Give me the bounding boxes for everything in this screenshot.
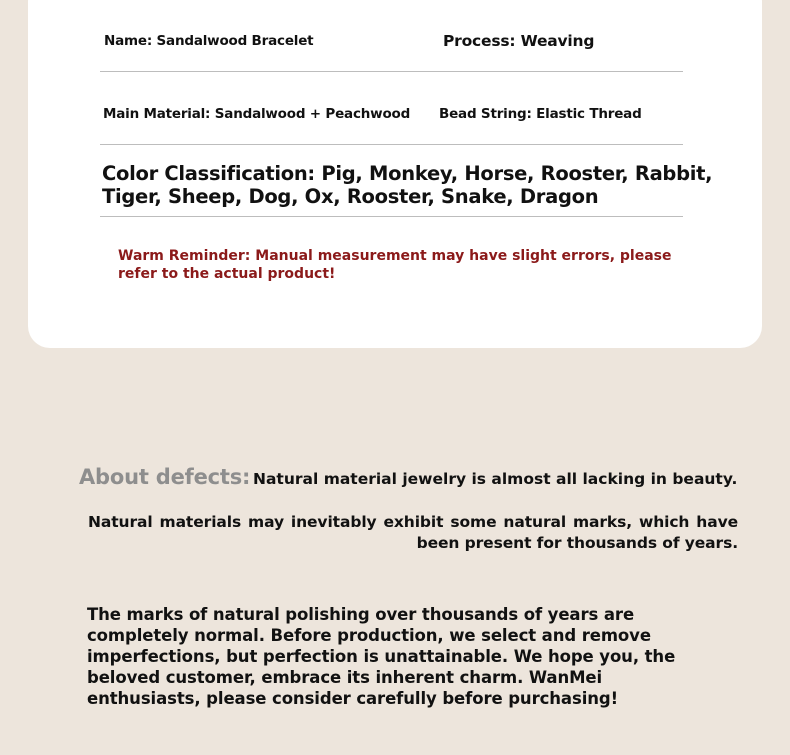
spec-main-material: Main Material: Sandalwood + Peachwood	[103, 106, 411, 122]
spec-color-classification: Color Classification: Pig, Monkey, Horse, Rooster, Rabbit, Tiger, Sheep, Dog, Ox, Rooster, Snake, Dragon	[102, 162, 713, 208]
spec-divider-2	[100, 144, 683, 145]
warm-reminder: Warm Reminder: Manual measurement may have slight errors, please refer to the actual product!	[118, 248, 672, 282]
spec-process: Process: Weaving	[443, 32, 595, 50]
defects-paragraph: The marks of natural polishing over thousands of years are completely normal. Before production, we select and remove imperfections, but perfection is unattainable. We hope you, the beloved customer, embrace its inherent charm. WanMei enthusiasts, please consider carefully before purchasing!	[87, 605, 676, 708]
defects-natural-marks: Natural materials may inevitably exhibit some natural marks, which have been present for thousands of years.	[88, 513, 738, 552]
spec-bead-string: Bead String: Elastic Thread	[439, 106, 642, 122]
spec-name: Name: Sandalwood Bracelet	[104, 33, 314, 49]
spec-divider-1	[100, 71, 683, 72]
defects-heading: About defects:	[79, 465, 251, 489]
spec-divider-3	[100, 216, 683, 217]
defects-lead: Natural material jewelry is almost all lacking in beauty.	[253, 470, 738, 488]
